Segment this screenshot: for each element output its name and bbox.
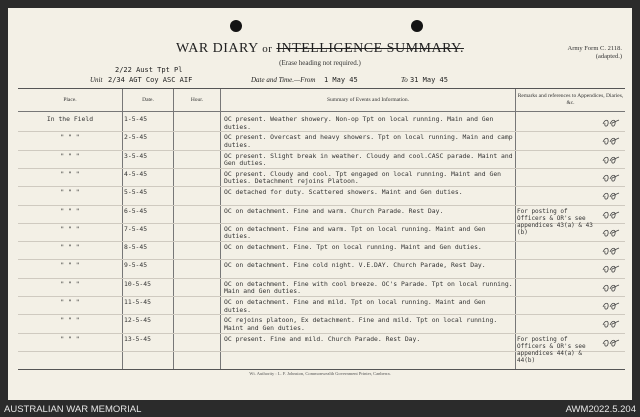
handwritten-tick-icon (601, 118, 621, 128)
header-divider (18, 111, 625, 112)
row-divider (18, 168, 625, 169)
handwritten-tick-icon (601, 228, 621, 238)
handwritten-tick-icon (601, 136, 621, 146)
row-summary: OC on detachment. Fine and warm. Tpt on local running. Maint and Gen duties. (224, 224, 486, 241)
handwritten-tick-icon (601, 210, 621, 220)
row-divider (18, 333, 625, 334)
header-date: Date. (142, 96, 154, 103)
title-intelligence-summary: INTELLIGENCE SUMMARY. (276, 41, 464, 56)
header-place: Place. (63, 96, 77, 103)
row-summary: OC present. Weather showery. Non-op Tpt on local running. Main and Gen duties. (224, 115, 494, 131)
handwritten-tick-icon (601, 191, 621, 201)
row-summary: OC on detachment. Fine cold night. V.E.DAY. Church Parade, Rest Day. (224, 261, 486, 270)
date-to-label: To (401, 76, 408, 84)
row-place: " " " (60, 151, 80, 160)
diary-sheet (8, 8, 632, 400)
row-date: 7-5-45 (124, 224, 148, 233)
row-summary: OC rejoins platoon, Ex detachment. Fine and mild. Tpt on local running. Maint and Gen duties. (224, 316, 498, 332)
form-reference (568, 45, 622, 61)
row-remarks: For posting of Officers & OR's see appendices 43(a) & 43 (b) (517, 207, 593, 236)
row-divider (18, 314, 625, 315)
row-place: " " " (60, 298, 80, 306)
title-or: or (262, 43, 273, 55)
handwritten-tick-icon (601, 301, 621, 311)
caption-institution: AUSTRALIAN WAR MEMORIAL (4, 404, 142, 415)
row-date: 10-5-45 (124, 279, 151, 288)
diary-table (18, 88, 625, 370)
handwritten-tick-icon (601, 338, 621, 348)
row-date: 12-5-45 (124, 316, 151, 325)
header-summary: Summary of Events and Information. (326, 96, 410, 103)
row-date: 9-5-45 (124, 261, 148, 270)
row-date: 4-5-45 (124, 169, 148, 178)
page-subtitle: (Erase heading not required.) (279, 59, 361, 67)
caption-accession-number: AWM2022.5.204 (565, 404, 636, 415)
row-date: 5-5-45 (124, 188, 148, 197)
page-title (8, 41, 632, 57)
row-summary: OC detached for duty. Scattered showers. Maint and Gen duties. (224, 188, 463, 197)
header-hour: Hour. (190, 96, 204, 103)
handwritten-tick-icon (601, 283, 621, 293)
row-place: " " " (60, 188, 80, 197)
date-from-value: 1 May 45 (324, 76, 358, 84)
row-place: " " " (60, 169, 80, 178)
row-summary: OC present. Cloudy and cool. Tpt engaged on local running. Maint and Gen Duties. Detachment rejoins Platoon. (224, 169, 502, 186)
form-ref-sub: (adapted.) (595, 53, 622, 60)
unit-label: Unit (90, 76, 103, 84)
punch-hole-right (411, 20, 423, 32)
row-divider (18, 150, 625, 151)
row-place: " " " (60, 133, 80, 142)
row-place: " " " (60, 224, 80, 233)
row-place: " " " (60, 261, 80, 270)
row-date: 8-5-45 (124, 243, 148, 252)
row-summary: OC on detachment. Fine. Tpt on local running. Maint and Gen duties. (224, 243, 482, 252)
row-summary: OC present. Overcast and heavy showers. Tpt on local running. Main and camp duties. (224, 133, 513, 149)
row-date: 13-5-45 (124, 334, 151, 343)
row-place: " " " (60, 316, 80, 325)
row-divider (18, 205, 625, 206)
row-summary: OC present. Slight break in weather. Cloudy and cool.CASC parade. Maint and Gen duties. (224, 151, 513, 168)
row-summary: OC present. Fine and mild. Church Parade. Rest Day. (224, 334, 421, 343)
form-ref-number: Army Form C. 2118. (567, 45, 622, 52)
row-place: " " " (60, 243, 80, 252)
date-to-value: 31 May 45 (410, 76, 448, 84)
row-summary: OC on detachment. Fine with cool breeze. OC's Parade. Tpt on local running. Main and Gen duties. (224, 279, 513, 296)
row-date: 3-5-45 (124, 151, 148, 160)
handwritten-tick-icon (601, 155, 621, 165)
row-place: " " " (60, 279, 80, 288)
row-date: 2-5-45 (124, 133, 148, 142)
row-date: 1-5-45 (124, 115, 148, 123)
row-date: 6-5-45 (124, 206, 148, 215)
header-remarks: Remarks and references to Appendices, Diaries, &c. (517, 93, 624, 106)
date-from-label: Date and Time.—From (251, 76, 316, 84)
row-divider (18, 241, 625, 242)
unit-name-line2: 2/34 AGT Coy ASC AIF (108, 76, 193, 84)
handwritten-tick-icon (601, 319, 621, 329)
printer-footer: Wt. Authority : L. F. Johnston, Commonwealth Government Printer, Canberra. (249, 371, 391, 376)
row-divider (18, 296, 625, 297)
unit-name-line1: 2/22 Aust Tpt Pl (115, 66, 183, 74)
row-place: " " " (60, 334, 80, 343)
handwritten-tick-icon (601, 246, 621, 256)
row-divider (18, 186, 625, 187)
row-divider (18, 131, 625, 132)
row-place: In the Field (46, 115, 94, 123)
title-war-diary: WAR DIARY (176, 41, 259, 56)
row-date: 11-5-45 (124, 298, 151, 306)
handwritten-tick-icon (601, 264, 621, 274)
row-divider (18, 278, 625, 279)
row-summary: OC on detachment. Fine and mild. Tpt on local running. Maint and Gen duties. (224, 298, 486, 314)
row-divider (18, 259, 625, 260)
row-place: " " " (60, 206, 80, 215)
row-remarks: For posting of Officers & OR's see appendices 44(a) & 44(b) (517, 335, 586, 364)
punch-hole-left (230, 20, 242, 32)
row-summary: OC on detachment. Fine and warm. Church Parade. Rest Day. (224, 206, 444, 215)
unit-line (8, 66, 632, 90)
handwritten-tick-icon (601, 173, 621, 183)
